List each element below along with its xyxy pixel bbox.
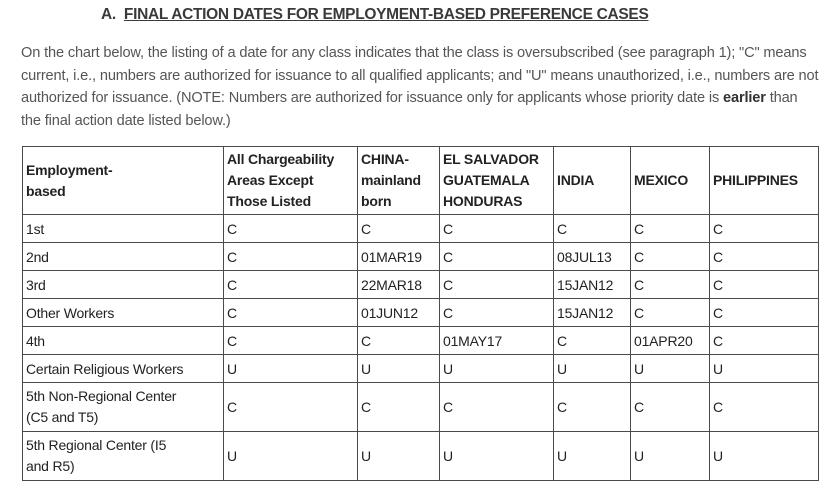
cell-value: C (358, 215, 440, 243)
table-header-row (23, 147, 819, 215)
cell-value: C (224, 243, 358, 271)
table-row (23, 243, 819, 271)
section-heading (101, 6, 649, 24)
cell-value: U (631, 432, 710, 481)
cell-value: U (710, 432, 819, 481)
cell-value: C (440, 243, 554, 271)
cell-value: C (358, 327, 440, 355)
cell-value: C (710, 327, 819, 355)
table-row (23, 299, 819, 327)
cell-value: U (358, 432, 440, 481)
cell-value: 01MAR19 (358, 243, 440, 271)
cell-value: 01MAY17 (440, 327, 554, 355)
cell-value: C (224, 271, 358, 299)
cell-value: U (554, 432, 631, 481)
table-row (23, 432, 819, 481)
cell-value: U (224, 355, 358, 383)
cell-value: 01JUN12 (358, 299, 440, 327)
cell-value: C (710, 271, 819, 299)
row-label: 1st (23, 215, 224, 243)
cell-value: C (554, 215, 631, 243)
cell-value: C (710, 215, 819, 243)
cell-value: C (440, 383, 554, 432)
cell-value: 08JUL13 (554, 243, 631, 271)
cell-value: U (358, 355, 440, 383)
intro-text-bold: earlier (723, 90, 766, 106)
cell-value: C (710, 299, 819, 327)
cell-value: C (631, 271, 710, 299)
cell-value: C (224, 215, 358, 243)
cell-value: C (554, 327, 631, 355)
header-philippines: PHILIPPINES (710, 147, 819, 215)
header-india: INDIA (554, 147, 631, 215)
header-employment-based: Employment-based (23, 147, 224, 215)
cell-value: C (631, 383, 710, 432)
intro-text-part1: On the chart below, the listing of a date for any class indicates that the class is oversubscribed (see paragraph 1); "C" means current, i.e., numbers are authorized for issuance to all qualified applicants; and "U" means unauthorized, i.e., numbers are not authorized for issuance. (NOTE: Numbers are authorized for issuance only for applicants whose priority date is (21, 45, 819, 106)
final-action-dates-table (22, 146, 819, 481)
cell-value: 15JAN12 (554, 299, 631, 327)
section-heading-title: FINAL ACTION DATES FOR EMPLOYMENT-BASED PREFERENCE CASES (123, 6, 649, 23)
cell-value: C (710, 383, 819, 432)
header-mexico: MEXICO (631, 147, 710, 215)
header-el-salvador: EL SALVADOR GUATEMALA HONDURAS (440, 147, 554, 215)
cell-value: 22MAR18 (358, 271, 440, 299)
cell-value: C (554, 383, 631, 432)
intro-paragraph (21, 42, 821, 132)
cell-value: C (440, 299, 554, 327)
table-row (23, 271, 819, 299)
cell-value: U (440, 432, 554, 481)
row-label: 5th Regional Center (I5 and R5) (23, 432, 224, 481)
cell-value: C (710, 243, 819, 271)
header-all-chargeability: All Chargeability Areas Except Those Listed (224, 147, 358, 215)
table-row (23, 327, 819, 355)
cell-value: C (440, 215, 554, 243)
table-row (23, 355, 819, 383)
row-label: 3rd (23, 271, 224, 299)
cell-value: C (358, 383, 440, 432)
row-label: 4th (23, 327, 224, 355)
cell-value: C (631, 299, 710, 327)
table-row (23, 383, 819, 432)
row-label: 5th Non-Regional Center (C5 and T5) (23, 383, 224, 432)
cell-value: U (631, 355, 710, 383)
table-row (23, 215, 819, 243)
cell-value: 15JAN12 (554, 271, 631, 299)
cell-value: U (224, 432, 358, 481)
row-label: 2nd (23, 243, 224, 271)
cell-value: U (440, 355, 554, 383)
cell-value: U (554, 355, 631, 383)
cell-value: C (440, 271, 554, 299)
header-china: CHINA-mainland born (358, 147, 440, 215)
cell-value: C (224, 299, 358, 327)
section-heading-prefix: A. (101, 6, 116, 23)
row-label: Other Workers (23, 299, 224, 327)
row-label: Certain Religious Workers (23, 355, 224, 383)
cell-value: U (710, 355, 819, 383)
cell-value: C (224, 327, 358, 355)
cell-value: C (631, 215, 710, 243)
cell-value: 01APR20 (631, 327, 710, 355)
intro-text-part2: than the final action date listed below.) (21, 90, 798, 129)
cell-value: C (224, 383, 358, 432)
cell-value: C (631, 243, 710, 271)
